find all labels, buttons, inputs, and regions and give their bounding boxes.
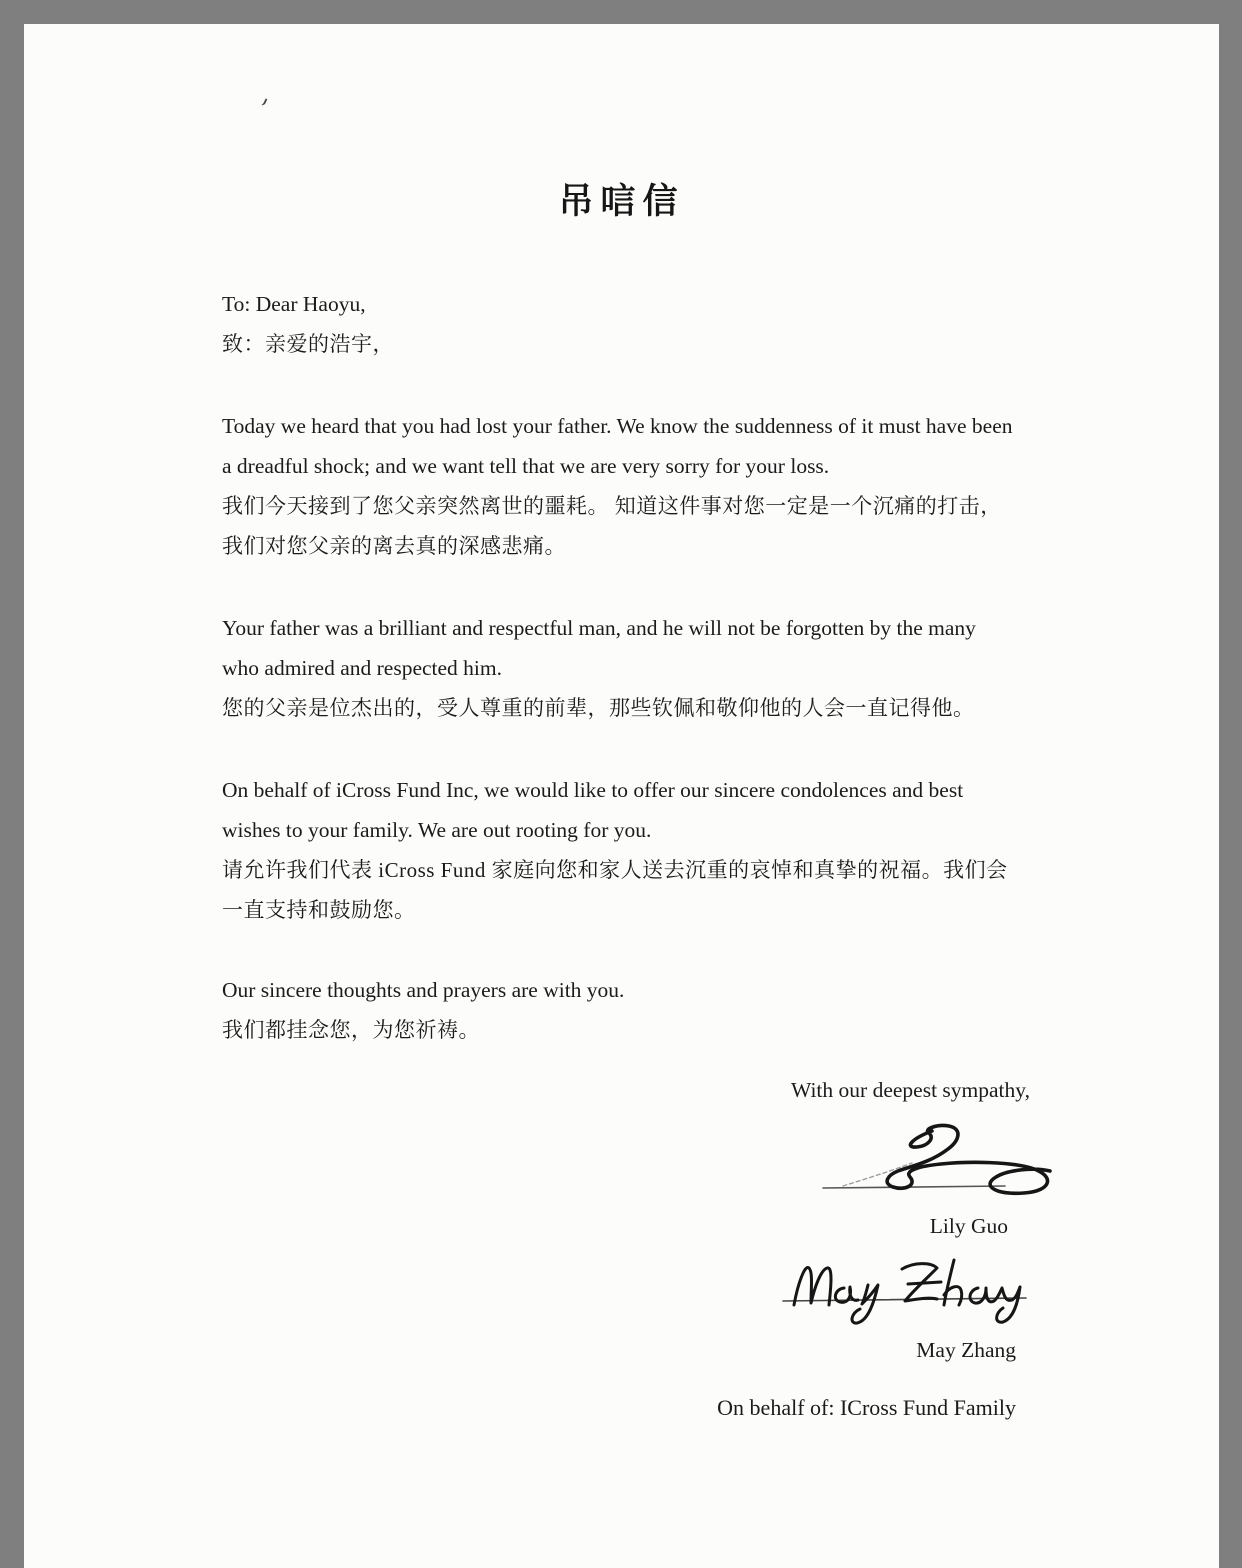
salutation-zh: 致：亲爱的浩宇， — [222, 332, 394, 356]
salutation-en: To: Dear Haoyu, — [222, 292, 366, 316]
letter-page — [24, 24, 1219, 1568]
paragraph-4-zh: 我们都挂念您，为您祈祷。 — [222, 1018, 480, 1042]
paragraph-1-zh: 我们今天接到了您父亲突然离世的噩耗。 知道这件事对您一定是一个沉痛的打击，我们对您父亲的离去真的深感悲痛。 — [222, 494, 1002, 558]
letter-title: 吊唁信 — [558, 182, 685, 221]
paragraph-2 — [222, 608, 1018, 728]
paragraph-2-en: Your father was a brilliant and respectful man, and he will not be forgotten by the many who admired and respected him. — [222, 616, 976, 680]
on-behalf-line: On behalf of: ICross Fund Family — [717, 1395, 1016, 1420]
lily-guo-signature-image — [810, 1122, 1072, 1202]
signatory-name-lily-guo: Lily Guo — [929, 1214, 1008, 1238]
paragraph-1 — [222, 406, 1018, 566]
paragraph-1-en: Today we heard that you had lost your father. We know the suddenness of it must have been a dreadful shock; and we want tell that we are very sorry for your loss. — [222, 414, 1013, 478]
paragraph-2-zh: 您的父亲是位杰出的，受人尊重的前辈，那些钦佩和敬仰他的人会一直记得他。 — [222, 696, 975, 720]
paragraph-3 — [222, 770, 1018, 930]
letter-body — [222, 284, 1018, 1050]
paragraph-4 — [222, 970, 1018, 1050]
scan-artifact — [261, 98, 268, 107]
may-zhang-signature-image — [782, 1254, 1028, 1330]
signatory-name-may-zhang: May Zhang — [916, 1338, 1016, 1362]
closing-block — [24, 1072, 1219, 1426]
paragraph-3-zh: 请允许我们代表 iCross Fund 家庭向您和家人送去沉重的哀悼和真挚的祝福。我们会一直支持和鼓励您。 — [222, 858, 1008, 922]
paragraph-3-en: On behalf of iCross Fund Inc, we would like to offer our sincere condolences and best wishes to your family. We are out rooting for you. — [222, 778, 964, 842]
salutation — [222, 284, 1018, 364]
paragraph-4-en: Our sincere thoughts and prayers are with you. — [222, 978, 625, 1002]
closing-line: With our deepest sympathy, — [791, 1078, 1030, 1102]
